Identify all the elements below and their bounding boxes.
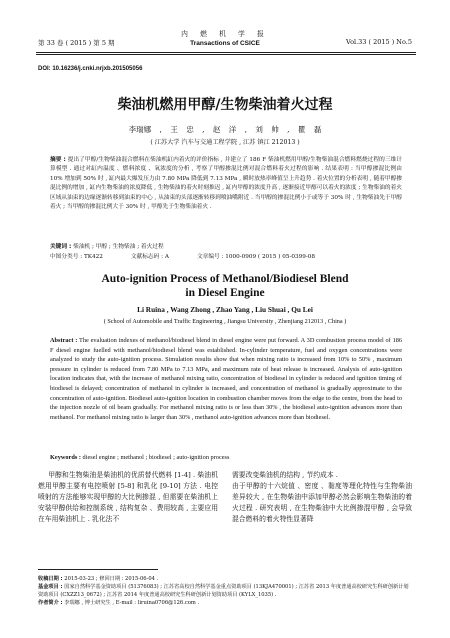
title-en-line2: in Diesel Engine — [185, 287, 265, 299]
document-code: 文献标志码 : A — [130, 254, 169, 260]
abstract-en-text: The evaluation indexes of methanol/biodiesel blend in diesel engine were put forward. A 3D combustion process model of 186 F diesel engine fuelled with methanol/biodiesel blend was established. In-cylinder temperature, fuel and oxygen concentrations were analyzed to study the auto-ignition process. Simulation results show that when mixing ratio is increased from 10% to 50% , maximum pressure in cylinder is reduced from 7.80 MPa to 7.13 MPa, and maximum rate of heat release is increased. Analysis of auto-ignition location indicates that, with the increase of methanol mixing ratio, concentration of biodiesel in cylinder is reduced and ignition timing of biodiesel is delayed; concentration of methanol in cylinder is increased, and concentration of methanol is gradually approximate to the concentration of auto-ignition. Biodiesel auto-ignition location in combustion chamber moves from the edge to the centre, from the head to the injection nozzle of oil beam gradually. For methanol mixing ratio is or less than 30% , the biodiesel auto-ignition advances more than methanol. For methanol mixing ratio is larger than 30% , methanol auto-ignition advances more than biodiesel. — [50, 337, 403, 421]
clc-number: 中图分类号 : TK422 — [50, 254, 103, 260]
keywords-en-text: diesel engine ; methanol ; biodiesel ; auto-ignition process — [82, 454, 230, 461]
title-cn: 柴油机燃用甲醇/生物柴油着火过程 — [117, 97, 333, 113]
footnotes — [38, 575, 413, 607]
running-header-right: Vol.33 ( 2015 ) No.5 — [346, 38, 412, 46]
running-header-left: 第 33 卷 ( 2015 ) 第 5 期 — [38, 39, 115, 47]
footnote-author — [38, 599, 413, 607]
footnote-fund — [38, 583, 413, 599]
author-text: 李瑞娜 , 博士研究生 , E-mail : liruina0706@126.com . — [64, 600, 200, 606]
abstract-cn-label: 摘要 : — [50, 157, 66, 163]
affiliation-en: ( School of Automobile and Traffic Engineering , Jiangsu University , Zhenjiang 212013 , China ) — [103, 318, 347, 325]
authors-cn: 李瑞娜 , 王 忠 , 赵 洋 , 刘 帅 , 瞿 磊 — [128, 125, 322, 134]
abstract-cn — [50, 156, 402, 212]
author-label: 作者简介 : — [38, 600, 63, 606]
footnote-received — [38, 575, 413, 583]
fund-text: 国家自然科学基金资助项目 (51376083) ; 江苏省高校自然科学基金重点资助项目 (13KJA470001) ; 江苏省 2013 年度普通高校研究生科研创新计划资助项目 (CXZZ13_0672) ; 江苏省 2014 年度普通高校研究生科研创新计划资助项目 (KYLX_1035) . — [38, 584, 409, 598]
abstract-en — [50, 336, 402, 422]
received-dates: 2015-03-23 ; 修回日期 : 2015-06-04 . — [64, 576, 159, 582]
fund-label: 基金项目 : — [38, 584, 63, 590]
affiliation-cn: ( 江苏大学 汽车与交通工程学院 , 江苏 镇江 212013 ) — [150, 139, 300, 146]
body-column-1: 甲醇和生物柴油是柴油机的优质替代燃料 [1-4] . 柴油机燃用甲醇主要有电控喷射 [5-8] 和乳化 [9-10] 方法 . 电控喷射的方法能够实现甲醇的大比例掺混 , 但需要在柴油机上安装甲醇供给和控制系统 , 结构复杂 、费用较高 , 主要应用在车用柴油机上 . 乳化法不 — [38, 471, 218, 523]
article-number: 文章编号 : 1000-0909 ( 2015 ) 05-0399-08 — [196, 254, 316, 260]
journal-name-cn: 内 燃 机 学 报 — [181, 30, 269, 38]
doi: DOI: 10.16236/j.cnki.nrjxb.201505056 — [38, 66, 143, 72]
journal-name-en: Transactions of CSICE — [190, 40, 260, 47]
abstract-cn-text: 提出了甲醇/生物柴油混合燃料在柴油机缸内着火的评价指标 , 并建立了 186 F 柴油机燃用甲醇/生物柴油混合燃料燃烧过程的三维计算模型 . 通过对缸内温度 、燃料浓度 、氧浓度的分析 , 考察了甲醇掺混比例对混合燃料着火过程的影响 . 结果表明 : 当甲醇掺混比例由 10% 增加到 50% 时 , 缸内最大爆发压力由 7.80 MPa 降低到 7.13 MPa , 瞬时放热率峰值呈上升趋势 . 着火位置的分析表明 , 随着甲醇掺混比例的增加 , 缸内生物柴油的浓度降低 , 生物柴油的着火时刻推迟 , 缸内甲醇的浓度升高 , 逐渐接近甲醇可以着火的浓度 ; 生物柴油的着火区域从油束的边缘逐渐转移到油束的中心 , 从油束的头部逐渐转移到喷油嘴附近 . 当甲醇的掺混比例小于或等于 30% 时 , 生物柴油先于甲醇着火 ; 当甲醇的掺混比例大于 30% 时 , 甲醇先于生物柴油着火 . — [50, 157, 402, 211]
keywords-cn-label: 关键词 : — [50, 244, 72, 250]
title-en-line1: Auto-ignition Process of Methanol/Biodiesel Blend — [101, 273, 349, 285]
received-label: 收稿日期 : — [38, 576, 63, 582]
authors-en: Li Ruina , Wang Zhong , Zhao Yang , Liu Shuai , Qu Lei — [137, 305, 313, 314]
body-column-2: 需要改变柴油机的结构 , 节约成本 . 由于甲醇的十六烷值 、密度 、黏度等理化特性与生物柴油差异较大 , 在生物柴油中添加甲醇必然会影响生物柴油的着火过程 . 研究表明 , 在生物柴油中大比例掺混甲醇 , 会导致混合燃料的着火特性显著降 — [232, 471, 412, 523]
keywords-en-label: Keywords : — [50, 454, 81, 461]
title-en — [0, 272, 450, 300]
header-rule-thin — [36, 54, 416, 55]
header-rule — [36, 52, 416, 53]
footnote-rule — [38, 569, 158, 570]
keywords-cn-text: 柴油机 ; 甲醇 ; 生物柴油 ; 着火过程 — [73, 244, 164, 250]
keywords-en — [50, 454, 402, 461]
keywords-cn — [50, 241, 402, 250]
abstract-en-label: Abstract : — [50, 337, 78, 344]
classification-row — [50, 251, 402, 260]
